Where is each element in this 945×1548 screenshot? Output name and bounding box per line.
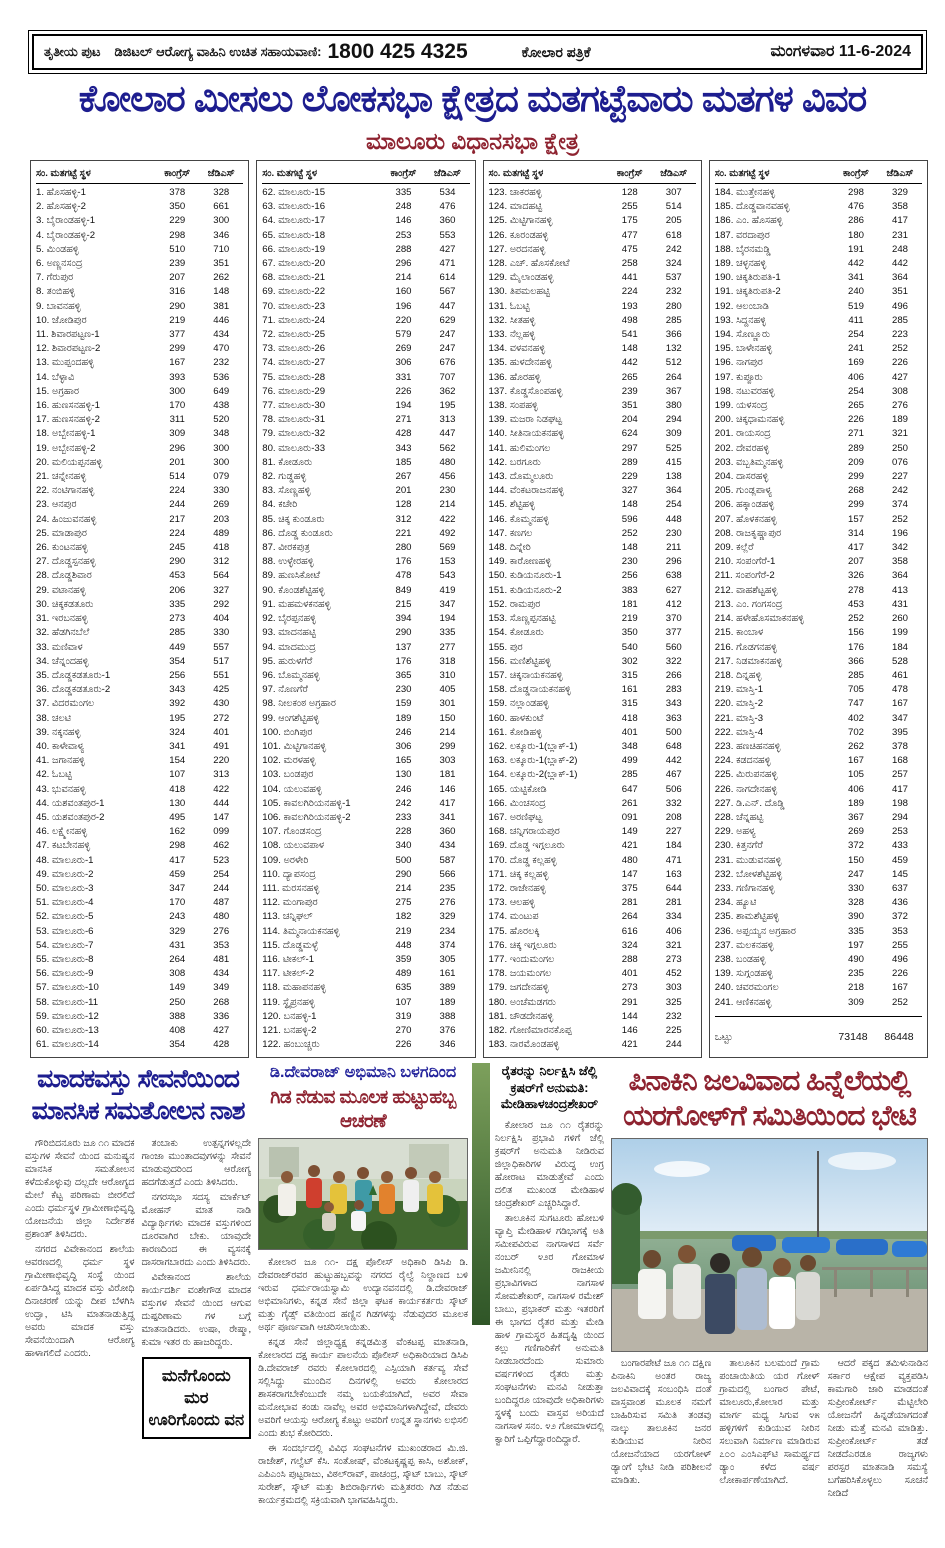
table-row: 43. ಭುವನಹಳ್ಳಿ 418 422 bbox=[36, 783, 230, 795]
table-row: 229. ಅಹಳ್ಯ 269 253 bbox=[714, 826, 908, 838]
table-row: 123. ಚಾಕರಹಳ್ಳಿ 128 307 bbox=[488, 187, 682, 198]
col-header-place: ಸಂ. ಮತಗಟ್ಟೆ ಸ್ಥಳ bbox=[36, 168, 91, 179]
table-row: 21. ಚನ್ನೇನಹಳ್ಳಿ 514 079 bbox=[36, 471, 230, 483]
col-header-congress: ಕಾಂಗ್ರೆಸ್ bbox=[164, 168, 191, 179]
table-row: 202. ದೇವರಹಳ್ಳಿ 289 250 bbox=[714, 442, 908, 454]
table-row: 101. ಮಿಟ್ಟಿಗಾನಹಳ್ಳಿ 306 299 bbox=[262, 740, 456, 752]
page-title: ಕೋಲಾರ ಮೀಸಲು ಲೋಕಸಭಾ ಕ್ಷೇತ್ರದ ಮತಗಟ್ಟೆವಾರು ಮತಗಳ ವಿವರ bbox=[78, 78, 867, 119]
table-row: 155. ಪುರ 540 560 bbox=[488, 641, 682, 653]
table-row: 73. ಮಾಲೂರು-26 269 247 bbox=[262, 343, 456, 355]
table-row: 56. ಮಾಲೂರು-9 308 434 bbox=[36, 968, 230, 980]
table-row: 150. ಕುಡಿಯನೂರು-1 256 638 bbox=[488, 570, 682, 582]
col-header-jds: ಜೆಡಿಎಸ್ bbox=[660, 168, 688, 179]
table-row: 52. ಮಾಲೂರು-5 243 480 bbox=[36, 911, 230, 923]
total-congress: 73148 bbox=[838, 1030, 868, 1043]
table-row: 230. ಕಿತ್ತನಗೆರೆ 372 433 bbox=[714, 840, 908, 852]
masthead bbox=[28, 30, 927, 74]
table-row: 194. ಸೊಣ್ಣೂರು 254 223 bbox=[714, 329, 908, 341]
col-header-congress: ಕಾಂಗ್ರೆಸ್ bbox=[843, 168, 869, 179]
table-row: 88. ಉಳ್ಳೇರಹಳ್ಳಿ 176 153 bbox=[262, 556, 456, 568]
page-subtitle: ಮಾಲೂರು ವಿಧಾನಸಭಾ ಕ್ಷೇತ್ರ bbox=[365, 128, 580, 154]
table-row: 126. ಕೂರಂಡಹಳ್ಳಿ 477 618 bbox=[488, 229, 682, 241]
table-row: 98. ನೀಲಕಂಠ ಅಗ್ರಹಾರ 159 301 bbox=[262, 698, 456, 710]
article-crusher-headline: ರೈತರನ್ನು ನಿರ್ಲಕ್ಷಿಸಿ ಜೆಲ್ಲಿ ಕ್ರಷರ್‌ಗೆ ಅನುಮತಿ: ಮೇಡಿಹಾಳಚಂದ್ರಶೇಖರ್ bbox=[500, 1064, 599, 1111]
table-row: 70. ಮಾಲೂರು-23 196 447 bbox=[262, 300, 456, 312]
table-row: 44. ಯಶವಂತಪುರ-1 130 444 bbox=[36, 797, 230, 809]
table-row: 154. ಕೋಡೂರು 350 377 bbox=[488, 627, 682, 639]
table-row: 143. ದೊಮ್ಮಲೂರು 229 138 bbox=[488, 471, 682, 483]
results-column-1 bbox=[30, 160, 249, 1058]
table-row: 204. ದಾಸರಹಳ್ಳಿ 299 227 bbox=[714, 471, 908, 483]
table-total-row bbox=[715, 1016, 922, 1044]
table-row: 139. ಮಜರಾ ನಿಡಘಟ್ಟ 204 294 bbox=[488, 414, 682, 426]
results-tables bbox=[30, 160, 928, 1058]
article-drugs-headline: ಮಾದಕವಸ್ತು ಸೇವನೆಯಿಂದ ಮಾನಸಿಕ ಸಮತೋಲನ ನಾಶ bbox=[31, 1065, 245, 1125]
table-row: 103. ಬಂಡಪುರ 130 181 bbox=[262, 769, 456, 781]
col-header-place: ಸಂ. ಮತಗಟ್ಟೆ ಸ್ಥಳ bbox=[488, 168, 544, 179]
table-row: 156. ಮಣಿಶೆಟ್ಟಿಹಳ್ಳಿ 302 322 bbox=[488, 655, 682, 667]
table-row: 95. ಹುರುಳಗೆರೆ 176 318 bbox=[262, 655, 456, 667]
table-row: 105. ಕಾವಲಗಿರಿಯನಹಳ್ಳಿ-1 242 417 bbox=[262, 797, 456, 809]
table-row: 41. ಜಗಾನಹಳ್ಳಿ 154 220 bbox=[36, 755, 230, 767]
results-column-3 bbox=[483, 160, 702, 1058]
table-row: 222. ಮಾಸ್ತಿ-4 702 395 bbox=[714, 726, 908, 738]
article-dam-body: ಬಂಗಾರಪೇಟೆ ಜೂ ೧೧ ದಕ್ಷಿಣ ಪಿನಾಕಿನಿ ಅಂತರ ರಾಜ್ಯ ಜಲವಿವಾದಕ್ಕೆ ಸಂಬಂಧಿಸಿ ದಂತೆ ವಾಸ್ತವಾಂಶ ಮೂಲಕ ನಮಗೆ ಬಾಹಿರಿಸುವ ಸಮಿತಿ ತಂಡವು ನಾಲ್ಕು ತಾಲೂಕಿನ ಜನರ ಕುಡಿಯುವ ನೀರಿನ ಯೋಜನೆಯಾದ ಯರಗೋಳ್ ಡ್ಯಾಂಗೆ ಭೇಟಿ ನೀಡಿ ಪರಿಶೀಲನೆ ಮಾಡಿತು. ತಾಲೂಕಿನ ಬಲಮಂದೆ ಗ್ರಾಮ ಪಂಚಾಯಿತಿಯ ಯರ ಗೋಳ್ ಗ್ರಾಮದಲ್ಲಿ ಬಂಗಾರ ಪೇಟೆ, ಮಾಲೂರು,ಕೋಲಾರ ಮತ್ತು ಮಾರ್ಗ ಮಧ್ಯ ಸಿಗುವ ೪೫ ಹಳ್ಳಿಗಳಿಗೆ ಕುಡಿಯುವ ನೀರಿನ ಸಲುವಾಗಿ ನಿರ್ಮಾಣ ಮಾಡಿರುವ ೭೦೦ ಎಂಸಿಎಫ್‌ಟಿ ಸಾಮರ್ಥ್ಯದ ಡ್ಯಾಂ ಕಳೆದ ವರ್ಷ ಲೋಕಾರ್ಪಣೆಯಾಗಿದೆ. ಆದರೆ ಪಕ್ಕದ ತಮಿಳುನಾಡಿನ ಸರ್ಕಾರ ಆಕ್ಷೇಪ ವ್ಯಕ್ತಪಡಿಸಿ ಕಾಮಗಾರಿ ಜಾರಿ ಮಾಡದಂತೆ ಸುಪ್ರೀಂಕೋರ್ಟ್ ಮೆಟ್ಟಿಲೇರಿ ಯೋಜನೆಗೆ ಹಿನ್ನಡೆಯಾಗದಂತೆ ನೀಡು ಮತ್ತೆ ಮನವಿ ಮಾಡಿತ್ತು. ಸುಪ್ರೀಂಕೋರ್ಟ್ ತಡೆ ನೀಡದೆಎರಡೂ ರಾಜ್ಯಗಳು ಪರಸ್ಪರ ಮಾತನಾಡಿ ಸಮಸ್ಯೆ ಬಗೆಹರಿಸಿಕೊಳ್ಳಲು ಸೂಚನೆ ನೀಡಿದೆ bbox=[611, 1358, 928, 1499]
table-row: 176. ಚಿಕ್ಕ ಇಗ್ಗಲೂರು 324 321 bbox=[488, 939, 682, 951]
table-row: 131. ಓಬಟ್ಟಿ 193 280 bbox=[488, 300, 682, 312]
table-row: 46. ಲಕ್ಷ್ಮೇನಹಳ್ಳಿ 162 099 bbox=[36, 826, 230, 838]
table-row: 138. ಸಂಪಹಳ್ಳಿ 351 380 bbox=[488, 400, 682, 412]
table-row: 235. ಶಾಮಶೆಟ್ಟಿಹಳ್ಳಿ 390 372 bbox=[714, 911, 908, 923]
table-row: 48. ಮಾಲೂರು-1 417 523 bbox=[36, 854, 230, 866]
table-row: 232. ಬೋಳಶೆಟ್ಟಿಹಳ್ಳಿ 247 145 bbox=[714, 868, 908, 880]
table-row: 68. ಮಾಲೂರು-21 214 614 bbox=[262, 272, 456, 284]
table-row: 135. ಹುಳದೇನಹಳ್ಳಿ 442 512 bbox=[488, 357, 682, 369]
table-row: 19. ಅಬ್ಬೇನಹಳ್ಳಿ-2 296 300 bbox=[36, 442, 230, 454]
table-row: 17. ಹುಣಸನಹಳ್ಳಿ-2 311 520 bbox=[36, 414, 230, 426]
table-row: 206. ಹಕ್ಕಾಂಡಹಳ್ಳಿ 299 374 bbox=[714, 499, 908, 511]
table-row: 175. ಹೊರಲಕ್ಕಿ 616 406 bbox=[488, 925, 682, 937]
table-row: 31. ಇರಬನಹಳ್ಳಿ 273 404 bbox=[36, 613, 230, 625]
table-row: 216. ಗೊಡಗನಹಳ್ಳಿ 176 184 bbox=[714, 641, 908, 653]
table-row: 53. ಮಾಲೂರು-6 329 276 bbox=[36, 925, 230, 937]
table-row: 237. ಮಲಕನಹಳ್ಳಿ 197 255 bbox=[714, 939, 908, 951]
table-row: 26. ಕುಂಟನಹಳ್ಳಿ 245 418 bbox=[36, 542, 230, 554]
table-row: 160. ಹಾಳಕುಂಟೆ 418 363 bbox=[488, 712, 682, 724]
edition-date: ಮಂಗಳವಾರ 11-6-2024 bbox=[770, 43, 911, 60]
table-row: 201. ರಾಯಸಂದ್ರ 271 321 bbox=[714, 428, 908, 440]
table-row: 195. ಬಾಳೇನಹಳ್ಳಿ 241 252 bbox=[714, 343, 908, 355]
table-row: 85. ಚಿಕ್ಕ ಕುಂಡೂರು 312 422 bbox=[262, 513, 456, 525]
article-birthday bbox=[258, 1063, 468, 1543]
table-row: 196. ನಾಗಪುರ 169 226 bbox=[714, 357, 908, 369]
article-crusher bbox=[495, 1063, 604, 1543]
table-row: 240. ಚವರಮಂಗಲ 218 167 bbox=[714, 982, 908, 994]
table-row: 168. ಚನ್ನಿಗರಾಯಪುರ 149 227 bbox=[488, 826, 682, 838]
col-header-place: ಸಂ. ಮತಗಟ್ಟೆ ಸ್ಥಳ bbox=[262, 168, 318, 179]
table-row: 186. ಎಂ. ಹೊಸಹಳ್ಳಿ 286 417 bbox=[714, 215, 908, 227]
table-row: 167. ಅರಣಿಘಟ್ಟ 091 208 bbox=[488, 811, 682, 823]
table-row: 55. ಮಾಲೂರು-8 264 481 bbox=[36, 953, 230, 965]
table-row: 11. ಶಿವಾರಪಟ್ಟಣ-1 377 434 bbox=[36, 329, 230, 341]
table-row: 152. ರಾಮಪುರ 181 412 bbox=[488, 598, 682, 610]
table-row: 179. ಜಗದೇನಹಳ್ಳಿ 273 303 bbox=[488, 982, 682, 994]
article-birthday-headline-1: ಡಿ.ದೇವರಾಜ್ ಅಭಿಮಾನಿ ಬಳಗದಿಂದ bbox=[269, 1064, 457, 1081]
table-row: 231. ಮುಡುವನಹಳ್ಳಿ 150 459 bbox=[714, 854, 908, 866]
article-crusher-body: ಕೋಲಾರ ಜೂ ೧೧ ರೈತರನ್ನು ನಿರ್ಲಕ್ಷಿಸಿ ಪ್ರಭಾವಿ ಗಳಿಗೆ ಜೆಲ್ಲಿ ಕ್ರಷರ್‌ಗೆ ಅನುಮತಿ ನೀಡಿರುವ ಜಿಲ್ಲಾಧಿಕಾರಿಗಳ ವಿರುದ್ಧ ಉಗ್ರ ಹೋರಾಟ ಮಾಡುತ್ತೇವೆ ಎಂದು ದಲಿತ ಮುಖಂಡ ಮೇಡಿಹಾಳ ಚಂದ್ರಶೇಖರ್ ಎಚ್ಚರಿಸಿದ್ದಾರೆ. ತಾಲೂಕಿನ ಸುಗಟೂರು ಹೋಬಳಿ ವ್ಯಾಪ್ತಿ ಮೇಡಿಹಾಳ ಗಡಿಭಾಗಕ್ಕೆ ಅತಿ ಸಮೀಪವಿರುವ ನಾಗಸಾಳದ ಸರ್ವೆ ನಂಬರ್ ೪೨ರ ಗೋಮಾಳ ಜಮೀನಿನಲ್ಲಿ ರಾಜಕೀಯ ಪ್ರಭಾವಿಗಳಾದ ನಾಗಸಾಳ ಸೋಮಶೇಖರ್, ನಾಗಸಾಳ ರಮೇಶ್ ಬಾಬು, ಪ್ರಭಾಕರ್ ಮತ್ತು ಇತರರಿಗೆ ಈ ಭಾಗದ ರೈತರ ಮತ್ತು ಮೇಡಿ ಹಾಳ ಗ್ರಾಮಸ್ಥರ ಹಿತದೃಷ್ಟಿ ಯಿಂದ ಕಲ್ಲು ಗಣಿಗಾರಿಕೆಗೆ ಅನುಮತಿ ನೀಡಬಾರದೆಂದು ಸುಮಾರು ವರ್ಷಗಳಿಂದ ರೈತರು ಮತ್ತು ಸಂಘಟನೆಗಳು ಮನವಿ ನೀಡುತ್ತಾ ಬಂದಿದ್ದರೂ ಯಾವುದೇ ಅಧಿಕಾರಿಗಳು ಸ್ಥಳಕ್ಕೆ ಬಂದು ವಾಸ್ತವ ಅರಿಯದೆ ನಾಗಸಾಳ ಸನಂ. ೪೨ ಗೋಮಾಳದಲ್ಲಿ ಕ್ವಾರಿಗೆ ಒಪ್ಪಿಗೆದ್ದಾರಂದಿದ್ದಾರೆ. bbox=[494, 1119, 604, 1445]
table-row: 181. ಚೌಡದೇನಹಳ್ಳಿ 144 232 bbox=[488, 1010, 682, 1022]
table-row: 30. ಚಿಕ್ಕಕಡತೂರು 335 292 bbox=[36, 598, 230, 610]
article-birthday-headline-2: ಗಿಡ ನೆಡುವ ಮೂಲಕ ಹುಟ್ಟುಹಬ್ಬ ಆಚರಣೆ bbox=[270, 1086, 456, 1131]
table-row: 32. ಹೆಡಗಿನಬೆಲೆ 285 330 bbox=[36, 627, 230, 639]
table-row: 127. ಅರದನಹಳ್ಳಿ 475 242 bbox=[488, 243, 682, 255]
table-row: 149. ಕಾರೋಣಹಳ್ಳಿ 230 296 bbox=[488, 556, 682, 568]
table-row: 99. ಆಂಗಶೆಟ್ಟಿಹಳ್ಳಿ 189 150 bbox=[262, 712, 456, 724]
table-row: 165. ಯಟ್ಟಿಕೋಡಿ 647 506 bbox=[488, 783, 682, 795]
table-row: 205. ಗುಂಡ್ಲಪಾಳ್ಯ 268 242 bbox=[714, 485, 908, 497]
table-row: 215. ಕಾಂಬಾಳ 156 199 bbox=[714, 627, 908, 639]
table-row: 16. ಹುಣಸನಹಳ್ಳಿ-1 170 438 bbox=[36, 400, 230, 412]
table-row: 187. ವರದಾಪುರ 180 231 bbox=[714, 229, 908, 241]
table-row: 226. ನಾಗದೇನಹಳ್ಳಿ 406 417 bbox=[714, 783, 908, 795]
col-header-jds: ಜೆಡಿಎಸ್ bbox=[207, 168, 235, 179]
table-row: 209. ಕಲ್ಲೆರೆ 417 342 bbox=[714, 542, 908, 554]
table-row: 184. ಮುತ್ತೇನಹಳ್ಳಿ 298 329 bbox=[714, 187, 908, 198]
table-row: 1. ಹೊಸಹಳ್ಳಿ-1 378 328 bbox=[36, 187, 230, 198]
table-row: 129. ಮೈಲಾಂಡಹಳ್ಳಿ 441 537 bbox=[488, 272, 682, 284]
table-row: 217. ನಿಡಮಾಕನಹಳ್ಳಿ 366 528 bbox=[714, 655, 908, 667]
table-row: 120. ಬನಹಳ್ಳಿ-1 319 388 bbox=[262, 1010, 456, 1022]
table-row: 145. ಶೆಟ್ಟಿಹಳ್ಳಿ 148 254 bbox=[488, 499, 682, 511]
table-row: 188. ಬೈರನಮಡ್ಡಿ 191 248 bbox=[714, 243, 908, 255]
table-row: 151. ಕುಡಿಯನೂರು-2 383 627 bbox=[488, 584, 682, 596]
results-column-2 bbox=[256, 160, 475, 1058]
table-row: 193. ಸಿದ್ದನಹಳ್ಳಿ 411 285 bbox=[714, 314, 908, 326]
table-row: 236. ಅಪ್ಪಯ್ಯನ ಅಗ್ರಹಾರ 335 353 bbox=[714, 925, 908, 937]
table-row: 221. ಮಾಸ್ತಿ-3 402 347 bbox=[714, 712, 908, 724]
table-row: 116. ಟೀಕಲ್-1 359 305 bbox=[262, 953, 456, 965]
table-row: 148. ದಿನ್ನೇರಿ 148 211 bbox=[488, 542, 682, 554]
table-row: 111. ಮರಸನಹಳ್ಳಿ 214 235 bbox=[262, 882, 456, 894]
table-row: 225. ಮಿರುಪನಹಳ್ಳಿ 105 257 bbox=[714, 769, 908, 781]
table-row: 65. ಮಾಲೂರು-18 253 553 bbox=[262, 229, 456, 241]
table-row: 164. ಲಕ್ಕೂರು-2(ಬ್ಲಾಕ್-1) 285 467 bbox=[488, 769, 682, 781]
table-row: 169. ದೊಡ್ಡ ಇಗ್ಗಲೂರು 421 184 bbox=[488, 840, 682, 852]
table-row: 211. ಸಂಪಂಗೆರೆ-2 326 364 bbox=[714, 570, 908, 582]
table-row: 162. ಲಕ್ಕೂರು-1(ಬ್ಲಾಕ್-1) 348 648 bbox=[488, 740, 682, 752]
table-row: 178. ಜಯಮಂಗಲ 401 452 bbox=[488, 968, 682, 980]
table-row: 78. ಮಾಲೂರು-31 271 313 bbox=[262, 414, 456, 426]
table-row: 94. ಮಾದಮುದ್ರ 137 277 bbox=[262, 641, 456, 653]
table-row: 102. ಮರಳಹಳ್ಳಿ 165 303 bbox=[262, 755, 456, 767]
table-row: 90. ಕೊಂಡಶೆಟ್ಟಿಹಳ್ಳಿ 849 419 bbox=[262, 584, 456, 596]
table-row: 157. ಚಿಕ್ಕನಾಯಕನಹಳ್ಳಿ 315 266 bbox=[488, 669, 682, 681]
table-row: 107. ಗೊಂಡಸಂದ್ರ 228 360 bbox=[262, 826, 456, 838]
table-row: 137. ಕೊಡ್ಡಸೊಂಪಹಳ್ಳಿ 239 367 bbox=[488, 385, 682, 397]
table-row: 109. ಅರಳೇರಿ 500 587 bbox=[262, 854, 456, 866]
table-row: 7. ಗೆರುಪುರ 207 262 bbox=[36, 272, 230, 284]
table-row: 39. ನಕ್ಕನಹಳ್ಳಿ 324 401 bbox=[36, 726, 230, 738]
table-row: 174. ಮಂಟುಪ 264 334 bbox=[488, 911, 682, 923]
helpline bbox=[114, 40, 467, 64]
table-row: 50. ಮಾಲೂರು-3 347 244 bbox=[36, 882, 230, 894]
table-row: 220. ಮಾಸ್ತಿ-2 747 167 bbox=[714, 698, 908, 710]
table-row: 197. ಕುಪ್ಪೂರು 406 427 bbox=[714, 371, 908, 383]
table-row: 144. ವೆಂಕಟರಾಜನಹಳ್ಳಿ 327 364 bbox=[488, 485, 682, 497]
article-birthday-body: ಕೋಲಾರ ಜೂ ೧೧- ದಕ್ಷ ಪೊಲೀಸ್ ಅಧಿಕಾರಿ ಡಿಸಿಪಿ ಡಿ. ದೇವರಾಜ್‌ರವರ ಹುಟ್ಟುಹಬ್ಬವನ್ನು ನಗರದ ರೈಲ್ವೆ ನಿಲ್ದಾಣದ ಬಳಿ ಇರುವ ಧರ್ಮರಾಯಸ್ವಾಮಿ ಉದ್ಯಾನವನದಲ್ಲಿ ಡಿ.ದೇವರಾಜ್ ಅಭಿಮಾನಿಗಳು, ಕನ್ನಡ ಸೇನೆ ಜಿಲ್ಲಾ ಘಟಕ ಕಾರ್ಯಕರ್ತರು ಸ್ಕೌಟ್ ಮತ್ತು ಗೈಡ್ಸ್ ವತಿಯಿಂದ ಹಣ್ಣಿನ ಗಿಡಗಳನ್ನು ನೆಡುವುದರ ಮೂಲಕ ಅರ್ಥ ಪೂರ್ಣವಾಗಿ ಆಚರಿಸಲಾಯಿತು. ಕನ್ನಡ ಸೇನೆ ಜಿಲ್ಲಾಧ್ಯಕ್ಷ ಕನ್ನಡಮಿತ್ರ ವೆಂಕಟಪ್ಪ ಮಾತನಾಡಿ, ಕೋಲಾರದ ದಕ್ಷ ಕಾರ್ಯ ಪಾಲನೆಯ ಪೊಲೀಸ್ ಅಧಿಕಾರಿಯಾದ ಡಿಸಿಪಿ ಡಿ.ದೇವರಾಜ್ ರವರು ಕೋಲಾರದಲ್ಲಿ ಎಸ್ಪಿಯಾಗಿ ಕರ್ತವ್ಯ ಸೇವೆ ಸಲ್ಲಿಸಿದ್ದು ಮುಂದಿನ ದಿನಗಳಲ್ಲಿ ಅವರು ಕೋಲಾರದ ಶಾಸಕರಾಗಬೇಕೆಂಬುದೇ ನಮ್ಮ ಬಯಕೆಯಾಗಿದೆ, ಅವರ ಸೇವಾ ಮನೋಭಾವ ಕಂಡು ನಾವೆಲ್ಲ ಅವರ ಅಭಿಮಾನಿಗಳಾಗಿದ್ದೇವೆ, ದೇವರು ಅವರಿಗೆ ಆಯಸ್ಸು ಆರೋಗ್ಯ ಕೊಟ್ಟು ಅವರಿಗೆ ಉನ್ನತ ಸ್ಥಾನಗಳು ಲಭಿಸಲಿ ಎಂದು ಶುಭ ಕೋರಿದರು. ಈ ಸಂದರ್ಭದಲ್ಲಿ ವಿವಿಧ ಸಂಘಟನೆಗಳ ಮುಖಂಡರಾದ ಮಿ.ಜಿ. ರಾಜೇಶ್, ಗಲ್ವೆಟ್ ಕೆಸಿ. ಸಂತೋಷ್, ವೆಂಕಟಕೃಷ್ಣಪ್ಪ ಕಾಸಿ, ಅಶೋಕ್, ಎಪಿಎಂಸಿ ಪುಟ್ಟರಾಜು, ವಿಠಲ್‌ರಾವ್, ಪಾಚಂದ್ರ, ಸ್ಕೌಟ್ ಬಾಬು, ಸ್ಕೌಟ್ ಸುರೇಶ್, ಸ್ಕೌಟ್ ಮತ್ತು ಶಿಬಿರಾರ್ಥಿಗಳು ಮತ್ತಿತರರು ಗಿಡ ನೆಡುವ ಕಾರ್ಯಕ್ರಮದಲ್ಲಿ ಸಕ್ರಿಯವಾಗಿ ಭಾಗವಹಿಸಿದ್ದರು. bbox=[258, 1257, 469, 1506]
table-row: 110. ದ್ಯಾಪಸಂದ್ರ 290 566 bbox=[262, 868, 456, 880]
article-drugs bbox=[25, 1063, 251, 1543]
table-row: 60. ಮಾಲೂರು-13 408 427 bbox=[36, 1024, 230, 1036]
table-row: 3. ಬೈರಾಂಡಹಳ್ಳಿ-1 229 300 bbox=[36, 215, 230, 227]
table-row: 79. ಮಾಲೂರು-32 428 447 bbox=[262, 428, 456, 440]
table-row: 172. ರಾಜೇನಹಳ್ಳಿ 375 644 bbox=[488, 882, 682, 894]
table-row: 42. ಓಬಟ್ಟಿ 107 313 bbox=[36, 769, 230, 781]
table-row: 210. ಸಂಪಂಗೆರೆ-1 207 358 bbox=[714, 556, 908, 568]
table-row: 2. ಹೊಸಹಳ್ಳಿ-2 350 661 bbox=[36, 201, 230, 213]
table-row: 185. ದೊಡ್ಡವಾನವಹಳ್ಳಿ 476 358 bbox=[714, 201, 908, 213]
table-row: 180. ಅಂಚೆಮಡಗರು 291 325 bbox=[488, 996, 682, 1008]
table-row: 233. ಗಣಿಗಾನಹಳ್ಳಿ 330 637 bbox=[714, 882, 908, 894]
table-row: 200. ಚಿಕ್ಕಧಾಮನಹಳ್ಳಿ 226 189 bbox=[714, 414, 908, 426]
table-row: 61. ಮಾಲೂರು-14 354 428 bbox=[36, 1039, 230, 1051]
table-row: 59. ಮಾಲೂರು-12 388 336 bbox=[36, 1010, 230, 1022]
table-row: 119. ಸ್ಥೈಪ್ರನಹಳ್ಳಿ 107 189 bbox=[262, 996, 456, 1008]
table-row: 171. ಚಿಕ್ಕ ಕಲ್ಲಹಳ್ಳಿ 147 163 bbox=[488, 868, 682, 880]
table-row: 4. ಬೈರಾಂಡಹಳ್ಳಿ-2 298 346 bbox=[36, 229, 230, 241]
table-row: 241. ಆಣಿಕನಹಳ್ಳಿ 309 252 bbox=[714, 996, 908, 1008]
table-row: 37. ವಿದರಮಂಗಲ 392 430 bbox=[36, 698, 230, 710]
table-row: 207. ಹೊಳಕನಹಳ್ಳಿ 157 252 bbox=[714, 513, 908, 525]
table-row: 91. ಮಹಮಳಕನಹಳ್ಳಿ 215 347 bbox=[262, 598, 456, 610]
table-row: 228. ಚೆನ್ನಹಟ್ಟಿ 367 294 bbox=[714, 811, 908, 823]
table-row: 163. ಲಕ್ಕೂರು-1(ಬ್ಲಾಕ್-2) 499 442 bbox=[488, 755, 682, 767]
table-row: 147. ಕಣಗಲ 252 230 bbox=[488, 527, 682, 539]
table-row: 203. ವಬ್ಬತಿಮ್ಮನಹಳ್ಳಿ 209 076 bbox=[714, 456, 908, 468]
table-row: 140. ಸೀತಿನಾಯಕನಹಳ್ಳಿ 624 309 bbox=[488, 428, 682, 440]
table-row: 132. ಸೀತಹಳ್ಳಿ 498 285 bbox=[488, 314, 682, 326]
table-row: 141. ಹುಲಿಮಂಗಲ 297 525 bbox=[488, 442, 682, 454]
table-row: 223. ಹಣಚಿಹನಹಳ್ಳಿ 262 378 bbox=[714, 740, 908, 752]
table-row: 219. ಮಾಸ್ತಿ-1 705 478 bbox=[714, 684, 908, 696]
col-header-jds: ಜೆಡಿಎಸ್ bbox=[434, 168, 461, 179]
table-row: 183. ನಾರಮೊಂಡಹಳ್ಳಿ 421 244 bbox=[488, 1039, 682, 1051]
table-row: 125. ಮಿಟ್ಟಿಗಾನಹಳ್ಳಿ 175 205 bbox=[488, 215, 682, 227]
table-row: 13. ಮುಪ್ಪಂದಹಳ್ಳಿ 167 232 bbox=[36, 357, 230, 369]
col-header-congress: ಕಾಂಗ್ರೆಸ್ bbox=[616, 168, 643, 179]
table-row: 14. ಬೆಳ್ಳಾವಿ 393 536 bbox=[36, 371, 230, 383]
table-row: 80. ಮಾಲೂರು-33 343 562 bbox=[262, 442, 456, 454]
table-row: 33. ಮಣಿವಾಳ 449 557 bbox=[36, 641, 230, 653]
table-row: 57. ಮಾಲೂರು-10 149 349 bbox=[36, 982, 230, 994]
table-row: 134. ವಳವನಹಳ್ಳಿ 148 132 bbox=[488, 343, 682, 355]
table-row: 64. ಮಾಲೂರು-17 146 360 bbox=[262, 215, 456, 227]
table-row: 35. ದೊಡ್ಡಕಡತೂರು-1 256 551 bbox=[36, 669, 230, 681]
table-row: 117. ಟೀಕಲ್-2 489 161 bbox=[262, 968, 456, 980]
table-row: 139. ಸುಗ್ಗಂಡಹಳ್ಳಿ 235 226 bbox=[714, 968, 908, 980]
table-row: 67. ಮಾಲೂರು-20 296 471 bbox=[262, 258, 456, 270]
table-row: 82. ಗುಡ್ಡಹಳ್ಳಿ 267 456 bbox=[262, 471, 456, 483]
table-row: 97. ನೊಣಗೆರೆ 230 405 bbox=[262, 684, 456, 696]
table-row: 104. ಯಲುವಹಳ್ಳಿ 246 146 bbox=[262, 783, 456, 795]
table-row: 74. ಮಾಲೂರು-27 306 676 bbox=[262, 357, 456, 369]
table-row: 75. ಮಾಲೂರು-28 331 707 bbox=[262, 371, 456, 383]
table-header bbox=[262, 165, 469, 184]
dam-visit-photo bbox=[611, 1138, 928, 1352]
table-row: 121. ಬನಹಳ್ಳಿ-2 270 376 bbox=[262, 1024, 456, 1036]
helpline-label: ಡಿಜಿಟಲ್ ಆರೋಗ್ಯ ವಾಹಿನಿ ಉಚಿತ ಸಹಾಯವಾಣಿ: bbox=[114, 44, 322, 59]
results-column-4 bbox=[709, 160, 928, 1058]
col-header-congress: ಕಾಂಗ್ರೆಸ್ bbox=[390, 168, 417, 179]
table-row: 76. ಮಾಲೂರು-29 226 362 bbox=[262, 385, 456, 397]
table-header bbox=[715, 165, 922, 184]
table-row: 66. ಮಾಲೂರು-19 288 427 bbox=[262, 243, 456, 255]
table-row: 190. ಚಿಕ್ಕತಿರುಪತಿ-1 341 364 bbox=[714, 272, 908, 284]
table-row: 72. ಮಾಲೂರು-25 579 247 bbox=[262, 329, 456, 341]
table-row: 118. ಮಹಾಪನಹಳ್ಳಿ 635 389 bbox=[262, 982, 456, 994]
table-row: 6. ಅಣ್ಣನಸಂದ್ರ 239 351 bbox=[36, 258, 230, 270]
table-header bbox=[36, 165, 243, 184]
table-row: 136. ಹೊರಹಳ್ಳಿ 265 264 bbox=[488, 371, 682, 383]
total-jds: 86448 bbox=[884, 1030, 914, 1043]
table-row: 189. ಚಳ್ಳನಹಳ್ಳಿ 442 442 bbox=[714, 258, 908, 270]
article-dam bbox=[611, 1063, 928, 1543]
table-row: 54. ಮಾಲೂರು-7 431 353 bbox=[36, 939, 230, 951]
tree-planting-photo bbox=[258, 1138, 468, 1250]
table-row: 212. ವಾಹಶೆಟ್ಟಹಳ್ಳಿ 278 413 bbox=[714, 584, 908, 596]
total-label: ಒಟ್ಟು bbox=[714, 1030, 733, 1043]
table-row: 112. ಮಂಗಾಪುರ 275 276 bbox=[262, 897, 456, 909]
table-row: 5. ಮಿಂಡಹಳ್ಳಿ 510 710 bbox=[36, 243, 230, 255]
slogan-box: ಮನೆಗೊಂದು ಮರ ಊರಿಗೊಂದು ವನ bbox=[142, 1357, 252, 1439]
table-row: 51. ಮಾಲೂರು-4 170 487 bbox=[36, 897, 230, 909]
table-row: 96. ಬೊಮ್ಮನಹಳ್ಳಿ 365 310 bbox=[262, 669, 456, 681]
table-row: 23. ಆನಪುರ 244 269 bbox=[36, 499, 230, 511]
table-row: 142. ಬರಗೂರು 289 415 bbox=[488, 456, 682, 468]
table-row: 81. ಕೋಡೂರು 185 480 bbox=[262, 456, 456, 468]
table-row: 192. ಆಲಂಬಾಡಿ 519 496 bbox=[714, 300, 908, 312]
table-row: 108. ಯಲುವಪಾಳ 340 434 bbox=[262, 840, 456, 852]
table-row: 170. ದೊಡ್ಡ ಕಲ್ಲಹಳ್ಳಿ 480 471 bbox=[488, 854, 682, 866]
table-row: 63. ಮಾಲೂರು-16 248 476 bbox=[262, 201, 456, 213]
article-drugs-col1: ಗೌರಿಬಿದನೂರು ಜೂ ೧೧ ಮಾದಕ ವಸ್ತುಗಳ ಸೇವನೆ ಯಿಂದ ಮನುಷ್ಯನ ಮಾನಸಿಕ ಸಮತೋಲನ ಕಳೆದುಕೊಳ್ಳುವು ದಲ್ಲದೇ ಆರೋಗ್ಯದ ಮೇಲೆ ಕೆಟ್ಟ ಪರಿಣಾಮ ಬೀರಲಿದೆ ಎಂದು ಧರ್ಮಸ್ಥಳ ಗ್ರಾಮೀಣಾಭಿವೃದ್ಧಿ ಯೋಜನೆಯ ಜಿಲ್ಲಾ ನಿರ್ದೇಶಕ ಪ್ರಶಾಂತ್ ತಿಳಿಸಿದರು. ನಗರದ ವಿವೇಕಾನಂದ ಶಾಲೆಯ ಆವರಣದಲ್ಲಿ ಧರ್ಮ ಸ್ಥಳ ಗ್ರಾಮೀಣಾಭಿವೃದ್ಧಿ ಸಂಸ್ಥೆ ಯಿಂದ ಏರ್ಪಡಿಸಿದ್ದ ಮಾದಕ ವಸ್ತು ವಿರೋಧಿ ದಿನಾಚರಣೆ ಯನ್ನು ದೀಪ ಬೆಳಗಿಸಿ ಉದ್ಘಾ, ಟಿಸಿ ಮಾತನಾಡುತ್ತಿದ್ದ ಅವರು ಮಾದಕ ವಸ್ತು ಸೇವನೆಯಿಂದಾಗಿ ಆರೋಗ್ಯ ಹಾಳಾಗಲಿದೆ ಎಂದರು. bbox=[25, 1138, 135, 1359]
table-row: 133. ನೆಲ್ಲಹಳ್ಳಿ 541 366 bbox=[488, 329, 682, 341]
table-row: 25. ಮಾಡಾಪುರ 224 489 bbox=[36, 527, 230, 539]
table-row: 84. ಕಚೇರಿ 128 214 bbox=[262, 499, 456, 511]
table-row: 92. ಬೈರಪ್ಪನಹಳ್ಳಿ 394 194 bbox=[262, 613, 456, 625]
table-row: 191. ಚಿಕ್ಕತಿರುಪತಿ-2 240 351 bbox=[714, 286, 908, 298]
page-label: ತೃತೀಯ ಪುಟ bbox=[44, 44, 101, 59]
table-row: 49. ಮಾಲೂರು-2 459 254 bbox=[36, 868, 230, 880]
table-row: 47. ಕಟಬೇನಹಳ್ಳಿ 298 462 bbox=[36, 840, 230, 852]
table-row: 115. ದೊಡ್ಡಮಳ್ಳೆ 448 374 bbox=[262, 939, 456, 951]
table-row: 58. ಮಾಲೂರು-11 250 268 bbox=[36, 996, 230, 1008]
table-row: 161. ಕೋಡಿಹಳ್ಳಿ 401 500 bbox=[488, 726, 682, 738]
table-row: 36. ದೊಡ್ಡಕಡತೂರು-2 343 425 bbox=[36, 684, 230, 696]
table-row: 69. ಮಾಲೂರು-22 160 567 bbox=[262, 286, 456, 298]
table-row: 20. ಮಲಿಯಪ್ಪನಹಳ್ಳಿ 201 300 bbox=[36, 456, 230, 468]
table-row: 214. ಹಳೇಹೊಸಮಾಕನಹಳ್ಳಿ 252 260 bbox=[714, 613, 908, 625]
table-row: 89. ಹುಣಸಿಕೋಟೆ 478 543 bbox=[262, 570, 456, 582]
table-row: 238. ಬಂಡಹಳ್ಳಿ 490 496 bbox=[714, 953, 908, 965]
table-row: 77. ಮಾಲೂರು-30 194 195 bbox=[262, 400, 456, 412]
table-row: 146. ಕೊಮ್ಮನಹಳ್ಳಿ 596 448 bbox=[488, 513, 682, 525]
col-header-place: ಸಂ. ಮತಗಟ್ಟೆ ಸ್ಥಳ bbox=[714, 168, 770, 179]
table-row: 71. ಮಾಲೂರು-24 220 629 bbox=[262, 314, 456, 326]
table-row: 234. ಹ್ಯೂಟಿ 328 436 bbox=[714, 897, 908, 909]
table-header bbox=[489, 165, 696, 184]
paper-name: ಕೋಲಾರ ಪತ್ರಿಕೆ bbox=[521, 43, 591, 60]
bottom-articles bbox=[25, 1063, 928, 1543]
table-row: 173. ಆಲಹಳ್ಳಿ 281 281 bbox=[488, 897, 682, 909]
table-row: 128. ಎಚ್. ಹೊಸಕೋಟೆ 258 324 bbox=[488, 258, 682, 270]
table-row: 12. ಶಿವಾರಪಟ್ಟಣ-2 299 470 bbox=[36, 343, 230, 355]
table-row: 100. ಬಿಂಗಿಪುರ 246 214 bbox=[262, 726, 456, 738]
table-row: 93. ಮಾದನಹಟ್ಟಿ 290 335 bbox=[262, 627, 456, 639]
table-row: 38. ಚಲಟಿ 195 272 bbox=[36, 712, 230, 724]
table-row: 114. ತಿಮ್ಮನಾಯಕನಹಳ್ಳಿ 219 234 bbox=[262, 925, 456, 937]
table-row: 208. ರಾಜಕೃಷ್ಣಾಪುರ 314 196 bbox=[714, 527, 908, 539]
table-row: 27. ದೊಡ್ಡಸ್ಪನಹಳ್ಳಿ 290 312 bbox=[36, 556, 230, 568]
table-row: 24. ಹಿಂಜುವನಹಳ್ಳಿ 217 203 bbox=[36, 513, 230, 525]
table-row: 106. ಕಾವಲಗಿರಿಯನಹಳ್ಳಿ-2 233 341 bbox=[262, 811, 456, 823]
table-row: 199. ಯಳಸಂದ್ರ 265 276 bbox=[714, 400, 908, 412]
table-row: 182. ಗೋಣಿಮಾರನಕೊಪ್ಪ 146 225 bbox=[488, 1024, 682, 1036]
table-row: 124. ಮಾದಹಟ್ಟಿ 255 514 bbox=[488, 201, 682, 213]
table-row: 62. ಮಾಲೂರು-15 335 534 bbox=[262, 187, 456, 198]
helpline-number: 1800 425 4325 bbox=[327, 40, 468, 63]
table-row: 218. ದಿನ್ನಹಳ್ಳಿ 285 461 bbox=[714, 669, 908, 681]
table-row: 28. ದೊಡ್ಡಶಿವಾರ 453 564 bbox=[36, 570, 230, 582]
table-row: 153. ಸೊಣ್ಣಪ್ಪನಹಟ್ಟಿ 219 370 bbox=[488, 613, 682, 625]
table-row: 86. ದೊಡ್ಡ ಕುಂಡೂರು 221 492 bbox=[262, 527, 456, 539]
table-row: 15. ಅಗ್ರಹಾರ 300 649 bbox=[36, 385, 230, 397]
table-row: 45. ಯಶವಂತಪುರ-2 495 147 bbox=[36, 811, 230, 823]
table-row: 122. ಹಂಬುಚ್ಚರು 226 346 bbox=[262, 1039, 456, 1051]
article-drugs-col2: ತಂಬಾಕು ಉತ್ಪನ್ನಗಳಲ್ಲದೇ ಗಾಂಜಾ ಮುಂತಾದವುಗಳನ್ನು ಸೇವನೆ ಮಾಡುವುದರಿಂದ ಆರೋಗ್ಯ ಹದಗೆಡುತ್ತದೆ ಎಂದು ತಿಳಿಸಿದರು. ನಗರಸಭಾ ಸದಸ್ಯ ಮಾರ್ಕೆಟ್ ಮೋಹನ್ ಮಾತ ನಾಡಿ ವಿದ್ಯಾರ್ಥಿಗಳು ಮಾದಕ ವಸ್ತುಗಳಿಂದ ದೂರವಾಗಿರ ಬೇಕು. ಯಾವುದೇ ಕಾರಣದಿಂದ ಈ ವ್ಯಸನಕ್ಕೆ ದಾಸರಾಗಬಾರದು ಎಂದು ತಿಳಿಸಿದರು. ವಿವೇಕಾನಂದ ಶಾಲೆಯ ಕಾರ್ಯದರ್ಶಿ ವಂಶೇಗೌಡ ಮಾದಕ ವಸ್ತುಗಳ ಸೇವನೆ ಯಿಂದ ಆಗುವ ದುಷ್ಪರಿಣಾಮ ಗಳ ಬಗ್ಗೆ ಮಾತನಾಡಿದರು. ಉಷಾ, ರೇಷ್ಮಾ, ಕುಮಾ ಇತರ ರು ಹಾಜರಿದ್ದರು. ಮನೆಗೊಂದು ಮರ ಊರಿಗೊಂದು ವನ bbox=[142, 1137, 252, 1439]
col-header-jds: ಜೆಡಿಎಸ್ bbox=[886, 168, 914, 179]
table-row: 224. ಕಡದನಹಳ್ಳಿ 167 168 bbox=[714, 755, 908, 767]
table-row: 177. ಇಂದುಮಂಗಲ 288 273 bbox=[488, 953, 682, 965]
table-row: 34. ಚೆನ್ನಂದಹಳ್ಳಿ 354 517 bbox=[36, 655, 230, 667]
table-row: 227. ಡಿ.ಎನ್. ದೊಡ್ಡಿ 189 198 bbox=[714, 797, 908, 809]
table-row: 158. ದೊಡ್ಡನಾಯಕನಹಳ್ಳಿ 161 283 bbox=[488, 684, 682, 696]
table-row: 10. ಜೋಡಿಪುರ 219 446 bbox=[36, 314, 230, 326]
article-dam-headline: ಪಿನಾಕಿನಿ ಜಲವಿವಾದ ಹಿನ್ನೆಲೆಯಲ್ಲಿ ಯರಗೋಳ್‌ಗೆ ಸಮಿತಿಯಿಂದ ಭೇಟಿ bbox=[623, 1065, 916, 1131]
table-row: 198. ನಟುವರಹಳ್ಳಿ 254 308 bbox=[714, 385, 908, 397]
table-row: 166. ಮಿಂಚಸಂದ್ರ 261 332 bbox=[488, 797, 682, 809]
table-row: 40. ಕಾಳೇವಾಳ್ಯ 341 491 bbox=[36, 740, 230, 752]
table-row: 213. ಎಂ. ಗಂಗಸಂದ್ರ 453 431 bbox=[714, 598, 908, 610]
table-row: 87. ವೀರಕಪುತ್ರ 280 569 bbox=[262, 542, 456, 554]
table-row: 113. ಚನ್ನಿಘಲ್ 182 329 bbox=[262, 911, 456, 923]
table-row: 22. ನಂಟಿಗಾನಹಳ್ಳಿ 224 330 bbox=[36, 485, 230, 497]
greenery-photo-strip bbox=[472, 1063, 490, 1325]
table-row: 8. ತಂಬಿಹಳ್ಳಿ 316 148 bbox=[36, 286, 230, 298]
table-row: 83. ಸೊಣ್ಣಹಳ್ಳಿ 201 230 bbox=[262, 485, 456, 497]
table-row: 18. ಅಬ್ಬೇನಹಳ್ಳಿ-1 309 348 bbox=[36, 428, 230, 440]
table-row: 159. ನಲ್ಲಾಂಡಹಳ್ಳಿ 315 343 bbox=[488, 698, 682, 710]
table-row: 29. ವಟಾನಹಳ್ಳಿ 206 327 bbox=[36, 584, 230, 596]
table-row: 9. ಬಾವನಹಳ್ಳಿ 290 381 bbox=[36, 300, 230, 312]
table-row: 130. ತಿಪಮಲಹಟ್ಟಿ 224 232 bbox=[488, 286, 682, 298]
